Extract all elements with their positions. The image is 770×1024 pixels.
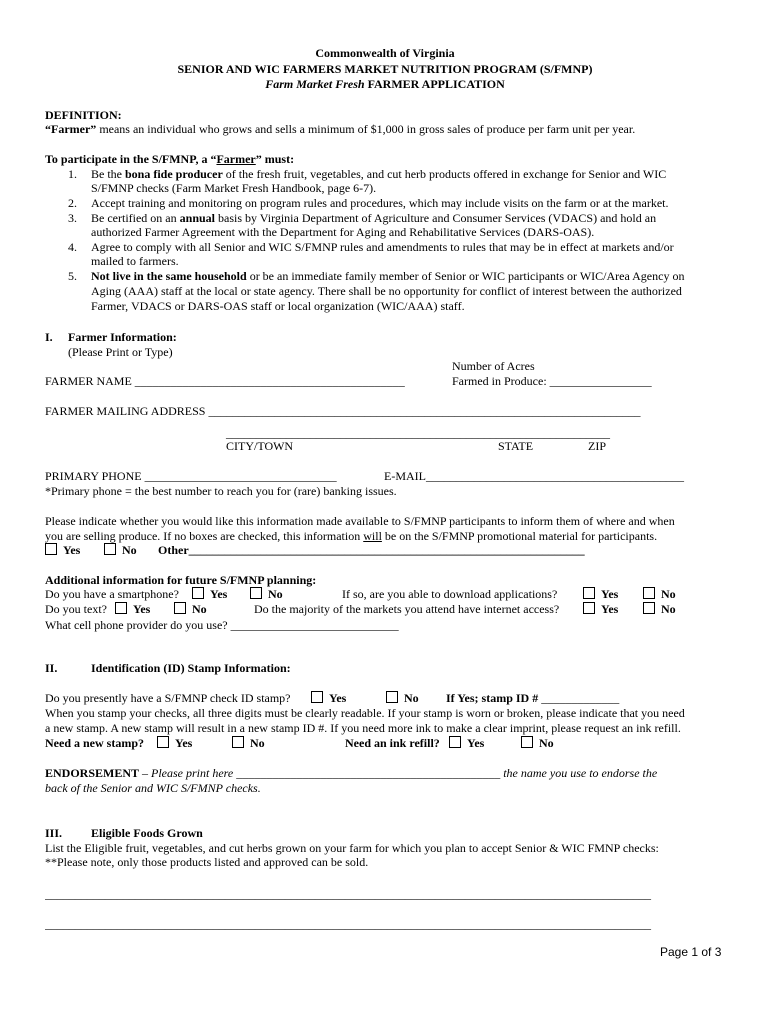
endorsement-dash: – [139, 766, 152, 780]
item-3-b: annual [179, 211, 215, 225]
cell-provider-field[interactable]: What cell phone provider do you use? ____________________________ [45, 618, 399, 632]
mailing-address-line-2[interactable]: ________________________________________________________________ [226, 426, 610, 440]
download-yes-checkbox[interactable] [583, 587, 595, 599]
section-1-number: I. [45, 330, 53, 344]
zip-label: ZIP [588, 439, 606, 453]
item-3-line-1 [91, 211, 656, 226]
stamp-yes-label: Yes [329, 691, 347, 705]
download-yes-label: Yes [601, 587, 619, 601]
additional-heading: Additional information for future S/FMNP planning: [45, 573, 317, 587]
ink-refill-question: Need an ink refill? [345, 736, 440, 750]
text-no-checkbox[interactable] [174, 602, 186, 614]
section-3-line-2: **Please note, only those products listed and approved can be sold. [45, 855, 369, 869]
item-5-line-2: Aging (AAA) staff at the local or state agency. There shall be no opportunity for conflict of interest between the authorized [91, 284, 682, 298]
stamp-note-line-2: a new stamp. A new stamp will result in a new stamp ID #. If you need more ink to make a clear imprint, please request an ink refill. [45, 721, 681, 735]
phone-note: *Primary phone = the best number to reach you for (rare) banking issues. [45, 484, 397, 498]
new-stamp-no-label: No [250, 736, 265, 750]
definition-body: means an individual who grows and sells a minimum of $1,000 in gross sales of produce per farm unit per year. [99, 122, 636, 136]
farmer-name-field[interactable]: FARMER NAME _____________________________________________ [45, 374, 405, 388]
definition-heading: DEFINITION: [45, 108, 122, 122]
stamp-id-label: If Yes; stamp ID # [446, 691, 539, 705]
share-yes-label: Yes [63, 543, 81, 557]
new-stamp-yes-label: Yes [175, 736, 193, 750]
stamp-no-option[interactable] [386, 691, 419, 706]
item-1-c: of the fresh fruit, vegetables, and cut herb products offered in exchange for Senior and WIC [222, 167, 667, 181]
header-title: FARMER APPLICATION [367, 77, 505, 91]
stamp-id-blank[interactable]: _____________ [538, 691, 620, 705]
state-label: STATE [498, 439, 534, 453]
share-b: be on the S/FMNP promotional material for participants. [381, 529, 658, 543]
acres-field[interactable]: Farmed in Produce: _________________ [452, 374, 652, 388]
share-no-label: No [122, 543, 137, 557]
text-no-option[interactable] [174, 602, 207, 617]
text-question: Do you text? [45, 602, 107, 616]
item-2-number: 2. [68, 196, 77, 210]
smartphone-no-label: No [268, 587, 283, 601]
section-3-line-1: List the Eligible fruit, vegetables, and cut herbs grown on your farm for which you plan to accept Senior & WIC FMNP checks: [45, 841, 659, 855]
section-1-subtitle: (Please Print or Type) [68, 345, 173, 359]
internet-yes-label: Yes [601, 602, 619, 616]
share-will: will [363, 529, 382, 543]
text-yes-label: Yes [133, 602, 151, 616]
internet-no-option[interactable] [643, 602, 676, 617]
participate-heading-a: To participate in the S/FMNP, a “ [45, 152, 217, 166]
endorsement-field[interactable]: ____________________________________________ [233, 766, 504, 780]
new-stamp-yes-option[interactable] [157, 736, 192, 751]
smartphone-no-checkbox[interactable] [250, 587, 262, 599]
section-1-title: Farmer Information: [68, 330, 177, 344]
item-4-line-2: mailed to farmers. [91, 254, 179, 268]
smartphone-yes-option[interactable] [192, 587, 227, 602]
mailing-address-field[interactable]: FARMER MAILING ADDRESS ________________________________________________________________________ [45, 404, 641, 418]
stamp-no-label: No [404, 691, 419, 705]
stamp-yes-checkbox[interactable] [311, 691, 323, 703]
section-2-title: Identification (ID) Stamp Information: [91, 661, 291, 675]
header-line-1: Commonwealth of Virginia [315, 46, 455, 60]
internet-yes-option[interactable] [583, 602, 618, 617]
smartphone-no-option[interactable] [250, 587, 283, 602]
text-yes-checkbox[interactable] [115, 602, 127, 614]
smartphone-question: Do you have a smartphone? [45, 587, 179, 601]
new-stamp-question: Need a new stamp? [45, 736, 144, 750]
internet-no-checkbox[interactable] [643, 602, 655, 614]
header-italic: Farm Market Fresh [265, 77, 365, 91]
smartphone-yes-checkbox[interactable] [192, 587, 204, 599]
section-3-title: Eligible Foods Grown [91, 826, 203, 840]
new-stamp-yes-checkbox[interactable] [157, 736, 169, 748]
item-5-line-3: Farmer, VDACS or DARS-OAS staff or local organization (WIC/AAA) staff. [91, 299, 465, 313]
download-no-checkbox[interactable] [643, 587, 655, 599]
text-no-label: No [192, 602, 207, 616]
download-no-label: No [661, 587, 676, 601]
item-5-number: 5. [68, 269, 77, 283]
new-stamp-no-option[interactable] [232, 736, 265, 751]
ink-no-checkbox[interactable] [521, 736, 533, 748]
foods-field-2[interactable]: _____________________________________________________________________________________________________ [45, 917, 651, 931]
item-1-line-1 [91, 167, 666, 182]
share-text-line-2 [45, 529, 657, 544]
ink-yes-checkbox[interactable] [449, 736, 461, 748]
item-1-number: 1. [68, 167, 77, 181]
share-yes-checkbox[interactable] [45, 543, 57, 555]
stamp-no-checkbox[interactable] [386, 691, 398, 703]
endorsement-line-2: back of the Senior and WIC S/FMNP checks. [45, 781, 261, 795]
endorsement-label: ENDORSEMENT [45, 766, 140, 780]
stamp-yes-option[interactable] [311, 691, 346, 706]
acres-label-1: Number of Acres [452, 359, 535, 373]
stamp-note-line-1: When you stamp your checks, all three digits must be clearly readable. If your stamp is worn or broken, please indicate that you need [45, 706, 685, 720]
stamp-question: Do you presently have a S/FMNP check ID stamp? [45, 691, 291, 705]
item-4-line-1: Agree to comply with all Senior and WIC S/FMNP rules and amendments to rules that may be in effect at markets and/or [91, 240, 674, 254]
share-yes-option[interactable] [45, 543, 80, 558]
share-no-option[interactable] [104, 543, 137, 558]
item-1-b: bona fide producer [125, 167, 223, 181]
stamp-id-field[interactable] [446, 691, 619, 706]
ink-yes-option[interactable] [449, 736, 484, 751]
internet-no-label: No [661, 602, 676, 616]
header-line-3 [0, 77, 770, 92]
ink-yes-label: Yes [467, 736, 485, 750]
internet-yes-checkbox[interactable] [583, 602, 595, 614]
text-yes-option[interactable] [115, 602, 150, 617]
city-label: CITY/TOWN [226, 439, 294, 453]
item-3-a: Be certified on an [91, 211, 180, 225]
participate-heading [45, 152, 294, 167]
ink-no-option[interactable] [521, 736, 554, 751]
item-4-number: 4. [68, 240, 77, 254]
primary-phone-field[interactable]: PRIMARY PHONE ________________________________ [45, 469, 337, 483]
email-field[interactable]: E-MAIL___________________________________________ [384, 469, 684, 483]
item-2-line-1: Accept training and monitoring on program rules and procedures, which may include visits on the farm or at the market. [91, 196, 669, 210]
item-5-line-1 [91, 269, 684, 284]
header-line-2: SENIOR AND WIC FARMERS MARKET NUTRITION PROGRAM (S/FMNP) [177, 62, 593, 76]
download-question: If so, are you able to download applications? [342, 587, 558, 601]
page-number: Page 1 of 3 [660, 945, 722, 959]
foods-field-1[interactable]: _____________________________________________________________________________________________________ [45, 887, 651, 901]
section-3-number: III. [45, 826, 63, 840]
share-a: you are selling produce. If no boxes are checked, this information [45, 529, 364, 543]
item-3-line-2: authorized Farmer Agreement with the Department for Aging and Rehabilitative Services (DARS-OAS). [91, 225, 595, 239]
item-3-c: basis by Virginia Department of Agriculture and Consumer Services (VDACS) and hold an [215, 211, 657, 225]
participate-heading-b: ” must: [255, 152, 295, 166]
download-yes-option[interactable] [583, 587, 618, 602]
item-5-b: Not live in the same household [91, 269, 247, 283]
item-5-c: or be an immediate family member of Senior or WIC participants or WIC/Area Agency on [246, 269, 685, 283]
internet-question: Do the majority of the markets you attend have internet access? [254, 602, 560, 616]
section-2-number: II. [45, 661, 58, 675]
share-no-checkbox[interactable] [104, 543, 116, 555]
item-3-number: 3. [68, 211, 77, 225]
new-stamp-no-checkbox[interactable] [232, 736, 244, 748]
definition-text [45, 122, 635, 137]
participate-heading-farmer: Farmer [216, 152, 256, 166]
smartphone-yes-label: Yes [210, 587, 228, 601]
share-other-field[interactable]: Other__________________________________________________________________ [158, 543, 585, 557]
item-1-line-2: S/FMNP checks (Farm Market Fresh Handbook, page 6-7). [91, 181, 377, 195]
endorsement-tail: the name you use to endorse the [503, 766, 658, 780]
definition-term: “Farmer” [45, 122, 97, 136]
endorsement-instruction: Please print here [151, 766, 234, 780]
download-no-option[interactable] [643, 587, 676, 602]
item-1-a: Be the [91, 167, 125, 181]
share-text-line-1: Please indicate whether you would like this information made available to S/FMNP participants to inform them of where and when [45, 514, 675, 528]
endorsement-line-1 [45, 766, 657, 781]
ink-no-label: No [539, 736, 554, 750]
